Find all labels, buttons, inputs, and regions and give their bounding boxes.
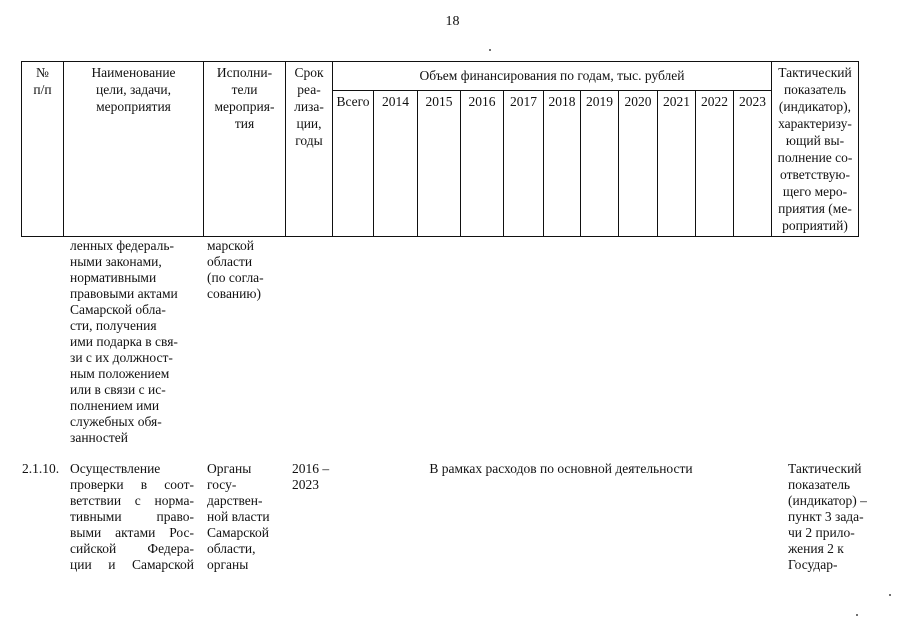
header-year: 2019: [581, 90, 619, 236]
scan-speck: [489, 49, 491, 51]
header-num: № п/п: [22, 62, 64, 237]
header-year: 2014: [374, 90, 418, 236]
table-body: [0, 236, 905, 632]
header-name: Наименование цели, задачи, мероприятия: [64, 62, 204, 237]
header-term: Срок реа- лиза- ции, годы: [286, 62, 333, 237]
header-year: 2018: [544, 90, 581, 236]
page-number: 18: [445, 14, 460, 29]
row-indicator: Тактический показатель (индикатор) – пункт 3 зада- чи 2 прило- жения 2 к Государ-: [788, 461, 867, 572]
table-header: [21, 61, 859, 237]
row-number: 2.1.10.: [22, 461, 60, 476]
row-name: Осуществление проверки в соот- ветствии с норма- тивными право- выми актами Рос- сийской Федера- ции и Самарской: [70, 461, 194, 572]
scan-speck: [856, 614, 858, 616]
continued-row-name: ленных федераль- ными законами, нормативными правовыми актами Самарской обла- сти, получения ими подарка в свя- зи с их должност- ным положением или в связи с ис- полнением ими служебных обя- занностей: [70, 238, 178, 445]
header-finance-group: Объем финансирования по годам, тыс. рублей: [333, 62, 772, 91]
row-finance-note: В рамках расходов по основной деятельности: [429, 461, 693, 476]
header-executors: Исполни- тели мероприя- тия: [204, 62, 286, 237]
row-term: 2016 – 2023: [292, 461, 330, 492]
header-year: 2017: [504, 90, 544, 236]
header-year: 2021: [658, 90, 696, 236]
header-year: 2020: [619, 90, 658, 236]
header-year: 2023: [734, 90, 772, 236]
header-indicator: Тактический показатель (индикатор), характеризу- ющий вы- полнение со- ответствую- щего меро- приятия (ме- роприятий): [772, 62, 859, 237]
header-finance-total: Всего: [333, 90, 374, 236]
continued-row-executors: марской области (по согла- сованию): [207, 238, 264, 301]
header-year: 2016: [461, 90, 504, 236]
header-year: 2015: [418, 90, 461, 236]
scan-speck: [889, 594, 891, 596]
row-executors: Органы госу- дарствен- ной власти Самарской области, органы: [207, 461, 270, 572]
header-year: 2022: [696, 90, 734, 236]
